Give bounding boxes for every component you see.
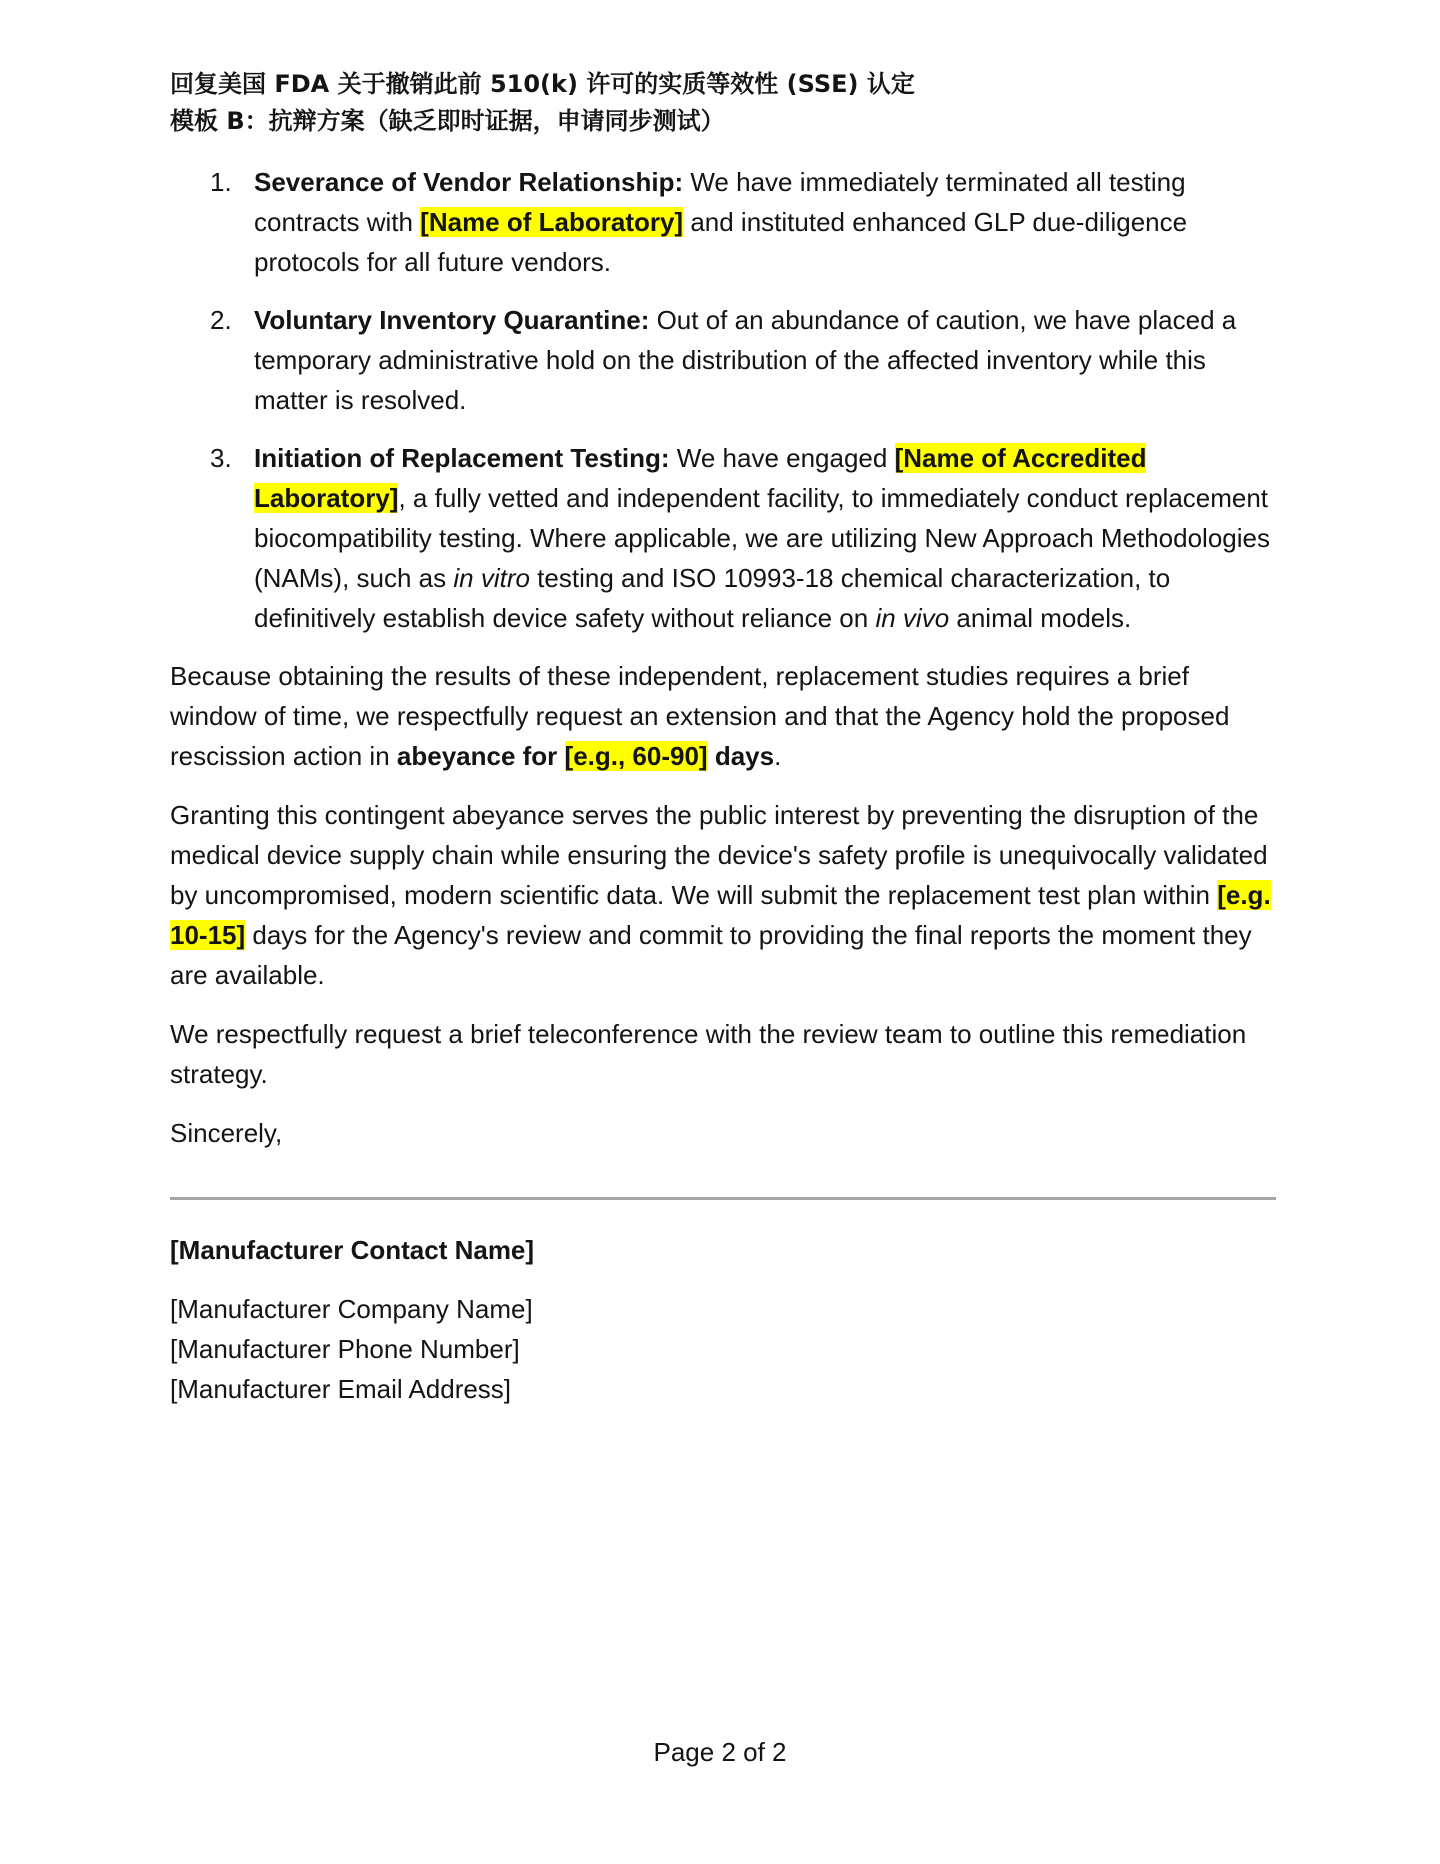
- measure-text: We have immediately terminated all testing contracts with: [254, 167, 1186, 237]
- signature-line: [170, 1197, 1276, 1200]
- italic-term: in vitro: [453, 563, 530, 593]
- bold-text: days: [707, 741, 775, 771]
- paragraph-text: Because obtaining the results of these independent, replacement studies requires a brief window of time, we respectfully request an extension and that the Agency hold the proposed rescission action in: [170, 661, 1230, 771]
- measure-title: Severance of Vendor Relationship:: [254, 167, 684, 197]
- document-page: [170, 66, 1276, 1409]
- paragraph-teleconference-request: We respectfully request a brief teleconference with the review team to outline this remediation strategy.: [170, 1019, 1247, 1089]
- paragraph-abeyance-request: [170, 656, 1276, 776]
- measure-text: and instituted enhanced GLP due-diligence protocols for all future vendors.: [254, 207, 1188, 277]
- contact-name: [Manufacturer Contact Name]: [170, 1235, 535, 1265]
- measure-text: Out of an abundance of caution, we have placed a temporary administrative hold on the distribution of the affected inventory while this matter is resolved.: [254, 305, 1237, 415]
- phone-number: [Manufacturer Phone Number]: [170, 1334, 520, 1364]
- header-template-line: 模板 B：抗辩方案（缺乏即时证据，申请同步测试）: [170, 107, 725, 135]
- contact-details: [170, 1289, 1276, 1409]
- list-item-inventory-quarantine: [210, 300, 1276, 420]
- header-title-line: 回复美国 FDA 关于撤销此前 510(k) 许可的实质等效性 (SSE) 认定: [170, 70, 915, 98]
- page-number-footer: Page 2 of 2: [653, 1737, 787, 1767]
- measure-text: animal models.: [949, 603, 1132, 633]
- paragraph-text: Granting this contingent abeyance serves the public interest by preventing the disruption of the medical device supply chain while ensuring the device's safety profile is unequivocally validated by uncompromised, modern scientific data. We will submit the replacement test plan within: [170, 800, 1268, 910]
- letter-body: [170, 162, 1276, 1409]
- placeholder-abeyance-days: [e.g., 60-90]: [564, 741, 708, 771]
- paragraph-text: .: [774, 741, 782, 771]
- document-header: [170, 66, 1276, 140]
- company-name: [Manufacturer Company Name]: [170, 1294, 533, 1324]
- closing-salutation: Sincerely,: [170, 1118, 283, 1148]
- paragraph-text: days for the Agency's review and commit to providing the final reports the moment they are available.: [170, 920, 1252, 990]
- measure-title: Initiation of Replacement Testing:: [254, 443, 670, 473]
- bold-text: abeyance for: [396, 741, 565, 771]
- measure-text: testing and ISO 10993-18 chemical characterization, to definitively establish device safety without reliance on: [254, 563, 1171, 633]
- list-number: 1.: [210, 167, 232, 197]
- italic-term: in vivo: [875, 603, 950, 633]
- remediation-measures-list: [170, 162, 1276, 638]
- paragraph-public-interest: [170, 795, 1276, 995]
- email-address: [Manufacturer Email Address]: [170, 1374, 512, 1404]
- list-number: 2.: [210, 305, 232, 335]
- placeholder-laboratory-name: [Name of Laboratory]: [420, 207, 684, 237]
- placeholder-plan-days: [e.g. 10-15]: [170, 880, 1271, 950]
- list-number: 3.: [210, 443, 232, 473]
- placeholder-accredited-laboratory: [Name of Accredited Laboratory]: [254, 443, 1147, 513]
- list-item-replacement-testing: [210, 438, 1276, 638]
- measure-text: , a fully vetted and independent facility, to immediately conduct replacement biocompatibility testing. Where applicable, we are utilizing New Approach Methodologies (NAMs), such as: [254, 483, 1270, 593]
- measure-text: We have engaged: [669, 443, 895, 473]
- measure-title: Voluntary Inventory Quarantine:: [254, 305, 650, 335]
- list-item-vendor-severance: [210, 162, 1276, 282]
